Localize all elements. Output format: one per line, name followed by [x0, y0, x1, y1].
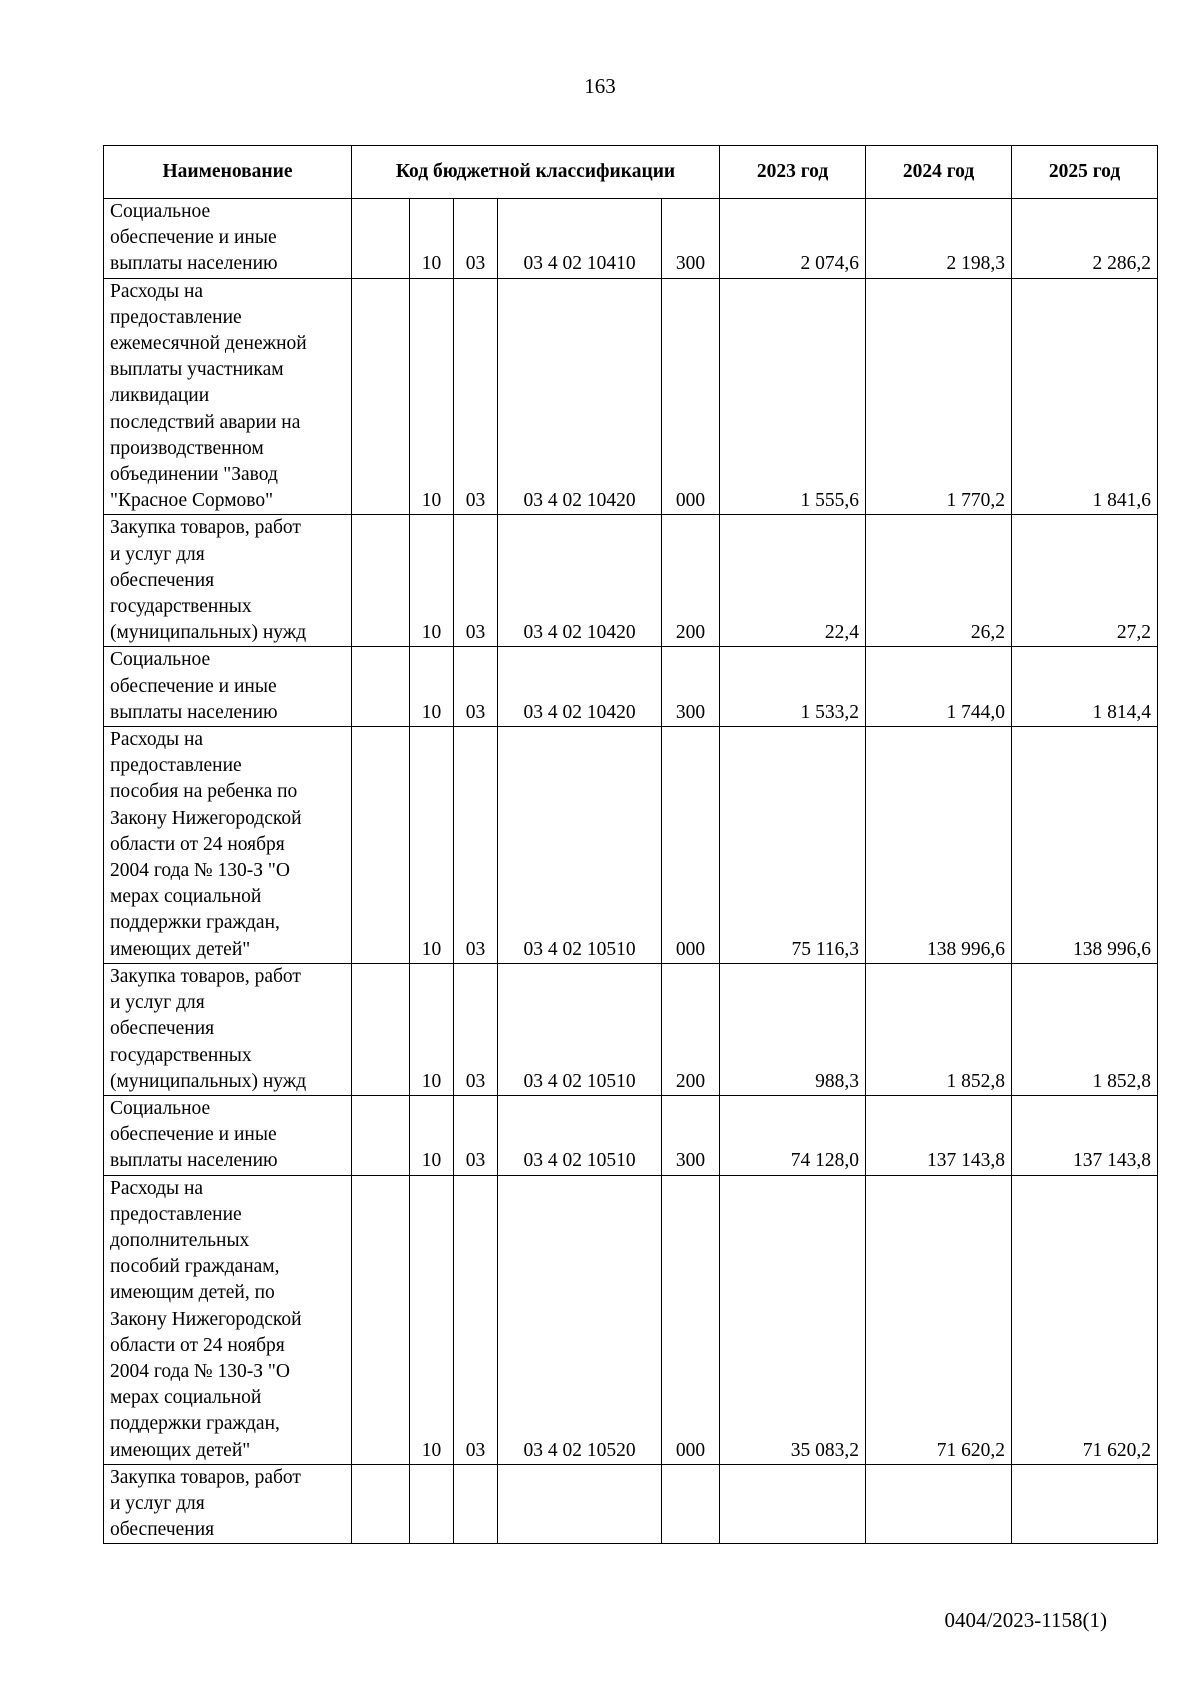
cell-section: 10 — [410, 1095, 454, 1175]
cell-subsection: 03 — [454, 515, 498, 647]
cell-expense-type: 300 — [662, 199, 720, 279]
cell-2024: 26,2 — [866, 515, 1012, 647]
cell-code-part — [352, 647, 410, 727]
cell-expense-type: 000 — [662, 278, 720, 515]
cell-subsection — [454, 1464, 498, 1544]
header-2025: 2025 год — [1012, 146, 1158, 199]
cell-expense-type: 200 — [662, 515, 720, 647]
document-code: 0404/2023-1158(1) — [944, 1608, 1107, 1632]
cell-target-article: 03 4 02 10420 — [498, 278, 662, 515]
cell-target-article: 03 4 02 10410 — [498, 199, 662, 279]
cell-expense-type: 000 — [662, 1175, 720, 1464]
cell-2023: 22,4 — [720, 515, 866, 647]
cell-section: 10 — [410, 515, 454, 647]
cell-section: 10 — [410, 199, 454, 279]
cell-name: Закупка товаров, работ и услуг для обеспечения государственных (муниципальных) нужд — [104, 515, 352, 647]
cell-section: 10 — [410, 963, 454, 1095]
cell-name: Социальное обеспечение и иные выплаты населению — [104, 647, 352, 727]
header-2024: 2024 год — [866, 146, 1012, 199]
cell-2023: 35 083,2 — [720, 1175, 866, 1464]
cell-2023: 1 555,6 — [720, 278, 866, 515]
cell-2024: 2 198,3 — [866, 199, 1012, 279]
cell-2024 — [866, 1464, 1012, 1544]
cell-2023 — [720, 1464, 866, 1544]
cell-subsection: 03 — [454, 199, 498, 279]
header-name: Наименование — [104, 146, 352, 199]
table-row — [104, 278, 1158, 515]
cell-subsection: 03 — [454, 647, 498, 727]
cell-subsection: 03 — [454, 727, 498, 964]
cell-code-part — [352, 963, 410, 1095]
cell-2024: 1 744,0 — [866, 647, 1012, 727]
table-header-row — [104, 146, 1158, 199]
cell-expense-type: 300 — [662, 1095, 720, 1175]
cell-2023: 75 116,3 — [720, 727, 866, 964]
cell-expense-type: 300 — [662, 647, 720, 727]
cell-subsection: 03 — [454, 278, 498, 515]
cell-target-article: 03 4 02 10510 — [498, 727, 662, 964]
cell-target-article: 03 4 02 10510 — [498, 963, 662, 1095]
cell-code-part — [352, 727, 410, 964]
header-budget-code: Код бюджетной классификации — [352, 146, 720, 199]
cell-name: Социальное обеспечение и иные выплаты населению — [104, 1095, 352, 1175]
cell-subsection: 03 — [454, 963, 498, 1095]
cell-code-part — [352, 515, 410, 647]
cell-expense-type: 200 — [662, 963, 720, 1095]
cell-code-part — [352, 278, 410, 515]
table-row — [104, 1095, 1158, 1175]
cell-name: Расходы на предоставление дополнительных пособий гражданам, имеющим детей, по Закону Нижегородской области от 24 ноября 2004 года № 130-З "О мерах социальной поддержки граждан, имеющих детей" — [104, 1175, 352, 1464]
cell-code-part — [352, 1095, 410, 1175]
cell-code-part — [352, 1464, 410, 1544]
table-row — [104, 647, 1158, 727]
cell-section: 10 — [410, 647, 454, 727]
table-row — [104, 1175, 1158, 1464]
cell-code-part — [352, 1175, 410, 1464]
cell-2025: 1 814,4 — [1012, 647, 1158, 727]
cell-name: Расходы на предоставление пособия на ребенка по Закону Нижегородской области от 24 ноября 2004 года № 130-З "О мерах социальной поддержки граждан, имеющих детей" — [104, 727, 352, 964]
table-body — [104, 199, 1158, 1544]
cell-2025: 2 286,2 — [1012, 199, 1158, 279]
cell-name: Социальное обеспечение и иные выплаты населению — [104, 199, 352, 279]
cell-section: 10 — [410, 727, 454, 964]
cell-2025: 137 143,8 — [1012, 1095, 1158, 1175]
cell-name: Закупка товаров, работ и услуг для обеспечения государственных (муниципальных) нужд — [104, 963, 352, 1095]
table-row — [104, 1464, 1158, 1544]
cell-2025: 27,2 — [1012, 515, 1158, 647]
cell-subsection: 03 — [454, 1095, 498, 1175]
cell-2025: 1 841,6 — [1012, 278, 1158, 515]
cell-name: Расходы на предоставление ежемесячной денежной выплаты участникам ликвидации последствий аварии на производственном объединении "Завод "Красное Сормово" — [104, 278, 352, 515]
table-row — [104, 199, 1158, 279]
cell-code-part — [352, 199, 410, 279]
cell-2024: 138 996,6 — [866, 727, 1012, 964]
cell-2025: 71 620,2 — [1012, 1175, 1158, 1464]
cell-2024: 1 852,8 — [866, 963, 1012, 1095]
cell-section: 10 — [410, 1175, 454, 1464]
cell-target-article: 03 4 02 10510 — [498, 1095, 662, 1175]
cell-expense-type — [662, 1464, 720, 1544]
cell-target-article: 03 4 02 10420 — [498, 515, 662, 647]
table-row — [104, 963, 1158, 1095]
cell-2025: 1 852,8 — [1012, 963, 1158, 1095]
cell-2023: 988,3 — [720, 963, 866, 1095]
cell-name: Закупка товаров, работ и услуг для обеспечения — [104, 1464, 352, 1544]
cell-2025: 138 996,6 — [1012, 727, 1158, 964]
cell-subsection: 03 — [454, 1175, 498, 1464]
cell-2023: 74 128,0 — [720, 1095, 866, 1175]
cell-expense-type: 000 — [662, 727, 720, 964]
table-row — [104, 515, 1158, 647]
cell-target-article: 03 4 02 10520 — [498, 1175, 662, 1464]
cell-target-article: 03 4 02 10420 — [498, 647, 662, 727]
page-number: 163 — [584, 74, 616, 98]
cell-target-article — [498, 1464, 662, 1544]
cell-2023: 2 074,6 — [720, 199, 866, 279]
cell-2024: 71 620,2 — [866, 1175, 1012, 1464]
table-row — [104, 727, 1158, 964]
cell-2023: 1 533,2 — [720, 647, 866, 727]
cell-2025 — [1012, 1464, 1158, 1544]
budget-table — [103, 145, 1158, 1544]
cell-2024: 137 143,8 — [866, 1095, 1012, 1175]
cell-section — [410, 1464, 454, 1544]
cell-2024: 1 770,2 — [866, 278, 1012, 515]
cell-section: 10 — [410, 278, 454, 515]
header-2023: 2023 год — [720, 146, 866, 199]
